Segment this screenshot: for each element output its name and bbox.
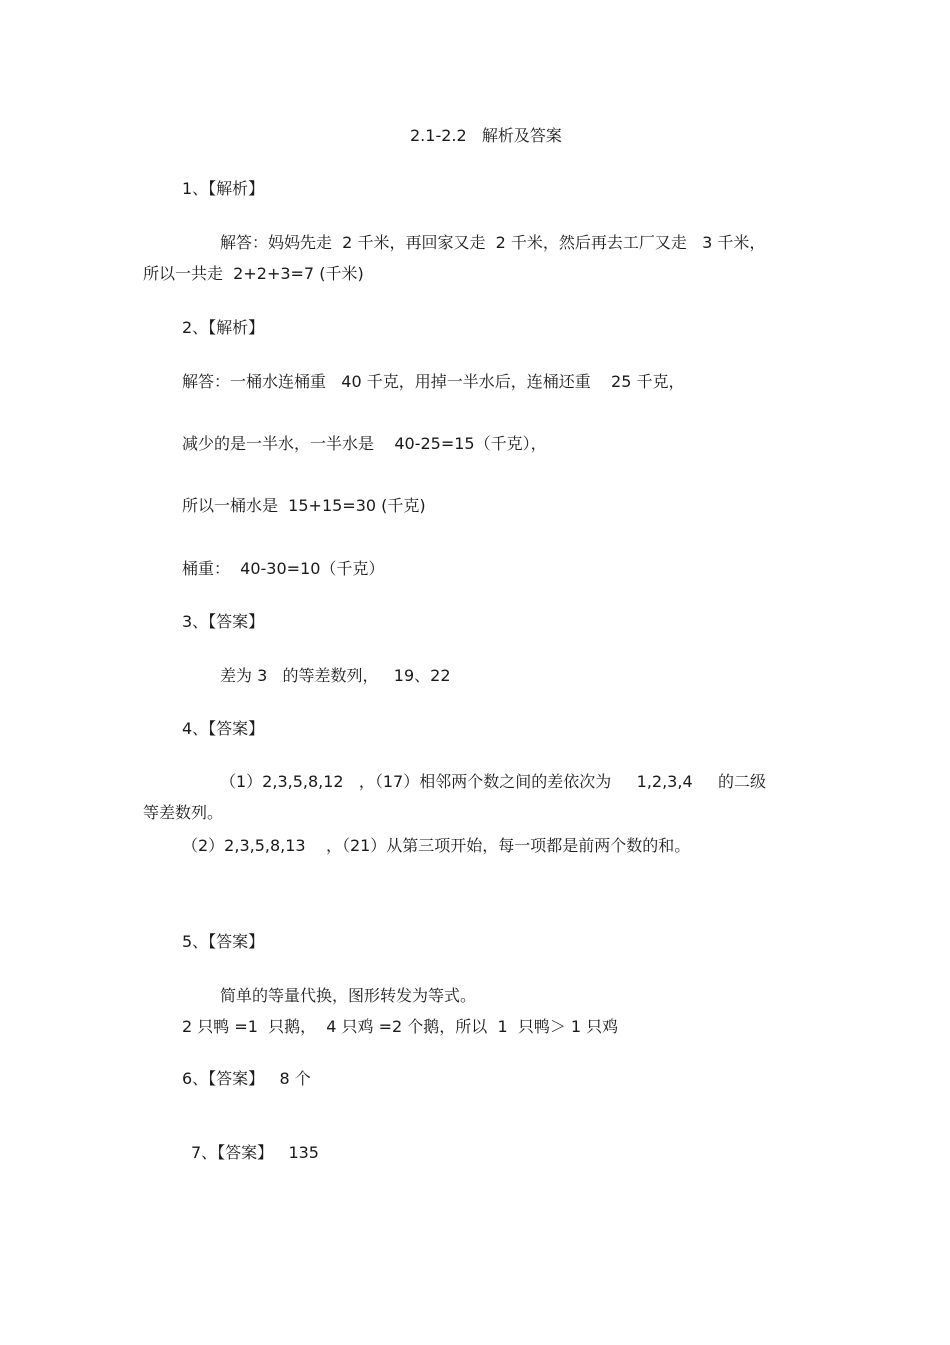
q2-heading: 2、【解析】 [182,318,265,337]
q1-heading: 1、【解析】 [182,179,265,198]
q2-line-1: 解答：一桶水连桶重 40 千克，用掉一半水后，连桶还重 25 千克， [182,372,685,391]
q4-heading: 4、【答案】 [182,719,265,738]
q1-line-1: 解答：妈妈先走 2 千米，再回家又走 2 千米，然后再去工厂又走 3 千米， [220,233,766,252]
q6-heading: 6、【答案】 8 个 [182,1069,311,1088]
q7-heading: 7、【答案】 135 [191,1143,319,1162]
q2-line-4: 桶重： 40-30=10（千克） [182,559,385,578]
q2-line-2: 减少的是一半水，一半水是 40-25=15（千克）， [182,434,547,453]
q5-line-2: 2 只鸭 =1 只鹅， 4 只鸡 =2 个鹅，所以 1 只鸭＞ 1 只鸡 [182,1017,619,1036]
q5-heading: 5、【答案】 [182,932,265,951]
q2-line-3: 所以一桶水是 15+15=30 (千克) [182,496,426,515]
q4-line-3: （2）2,3,5,8,13 ，（21）从第三项开始，每一项都是前两个数的和。 [182,836,691,855]
q1-line-2: 所以一共走 2+2+3=7 (千米) [143,264,364,283]
q3-line-1: 差为 3 的等差数列， 19、22 [220,666,451,685]
q5-line-1: 简单的等量代换，图形转发为等式。 [220,986,477,1005]
q4-line-2: 等差数列。 [143,803,224,822]
q3-heading: 3、【答案】 [182,612,265,631]
q4-line-1: （1）2,3,5,8,12 ，（17）相邻两个数之间的差依次为 1,2,3,4 的二级 [220,772,767,791]
doc-title: 2.1-2.2 解析及答案 [410,126,562,145]
